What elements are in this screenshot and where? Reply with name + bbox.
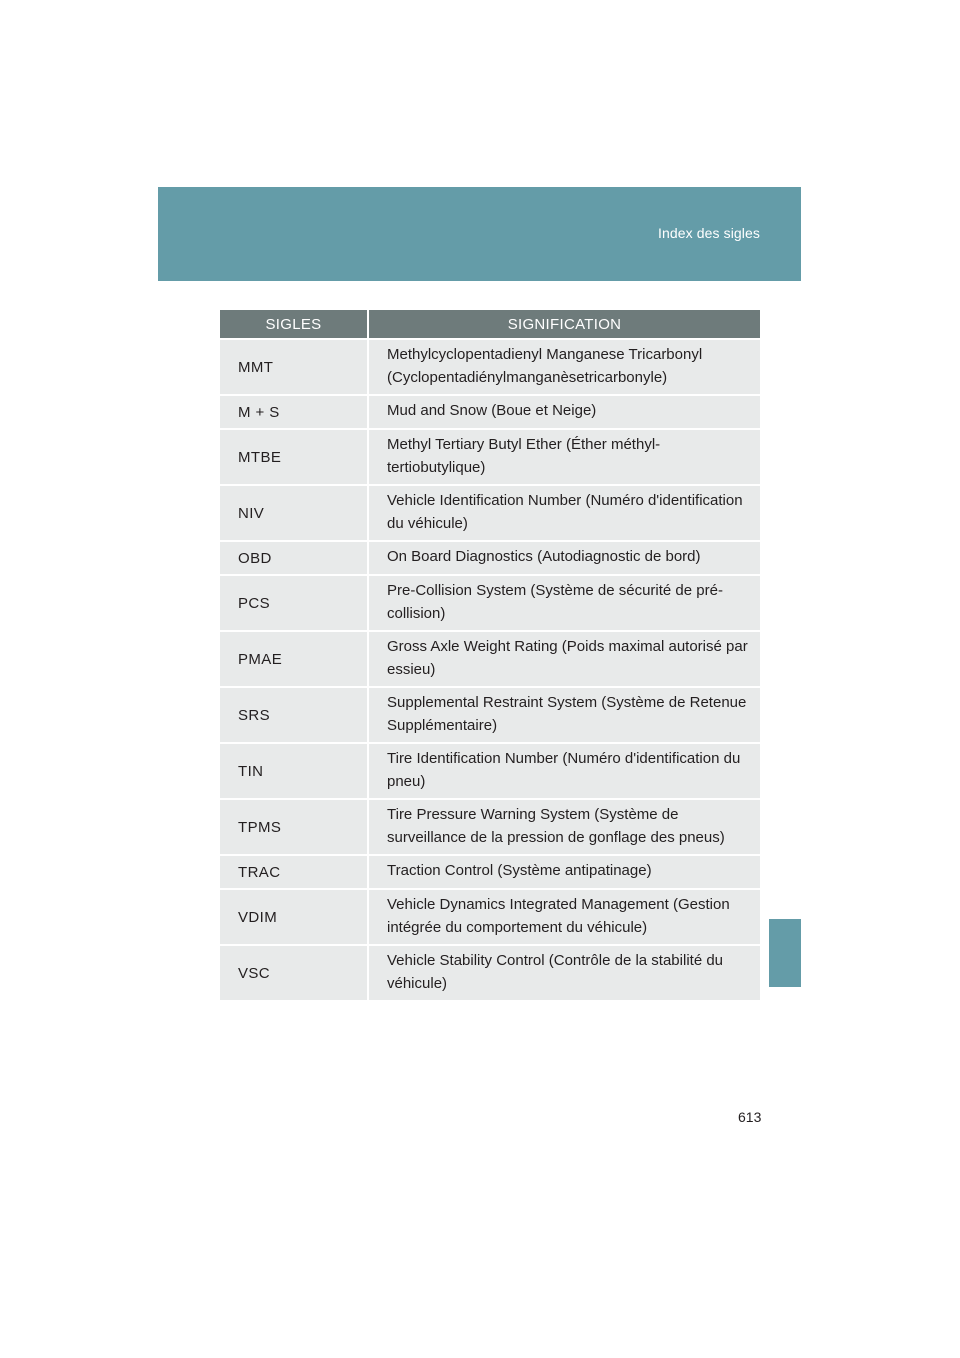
table-row: [220, 541, 760, 575]
meaning-cell: Vehicle Stability Control (Contrôle de la stabilité du véhicule): [368, 945, 760, 1000]
table-row: [220, 395, 760, 429]
header-band: [158, 187, 801, 281]
abbreviation-cell: SRS: [220, 687, 368, 743]
table-header-row: [220, 310, 760, 339]
abbreviation-cell: TRAC: [220, 855, 368, 889]
section-title: Index des sigles: [658, 225, 760, 241]
abbreviation-cell: MMT: [220, 339, 368, 395]
table-row: [220, 799, 760, 855]
page-number: 613: [738, 1109, 762, 1125]
chapter-side-tab: [769, 919, 801, 987]
abbreviation-cell: OBD: [220, 541, 368, 575]
table-row: [220, 339, 760, 395]
meaning-cell: Methylcyclopentadienyl Manganese Tricarbonyl (Cyclopentadiénylmanganèsetricarbonyle): [368, 339, 760, 395]
meaning-cell: Supplemental Restraint System (Système de Retenue Supplémentaire): [368, 687, 760, 743]
table-row: [220, 575, 760, 631]
meaning-cell: Pre-Collision System (Système de sécurité de pré-collision): [368, 575, 760, 631]
table-row: [220, 945, 760, 1000]
abbreviation-cell: TPMS: [220, 799, 368, 855]
column-header-signification: SIGNIFICATION: [368, 310, 760, 339]
table-row: [220, 855, 760, 889]
meaning-cell: Traction Control (Système antipatinage): [368, 855, 760, 889]
table-row: [220, 687, 760, 743]
table-row: [220, 743, 760, 799]
abbreviation-cell: VSC: [220, 945, 368, 1000]
abbreviation-cell: NIV: [220, 485, 368, 541]
abbreviation-cell: VDIM: [220, 889, 368, 945]
column-header-sigles: SIGLES: [220, 310, 368, 339]
abbreviation-cell: PCS: [220, 575, 368, 631]
table-row: [220, 631, 760, 687]
meaning-cell: Methyl Tertiary Butyl Ether (Éther méthyl-tertiobutylique): [368, 429, 760, 485]
meaning-cell: Tire Pressure Warning System (Système de surveillance de la pression de gonflage des pneus): [368, 799, 760, 855]
table-row: [220, 485, 760, 541]
abbreviation-table-container: [220, 310, 760, 1000]
meaning-cell: Gross Axle Weight Rating (Poids maximal autorisé par essieu): [368, 631, 760, 687]
meaning-cell: On Board Diagnostics (Autodiagnostic de bord): [368, 541, 760, 575]
meaning-cell: Vehicle Identification Number (Numéro d'identification du véhicule): [368, 485, 760, 541]
abbreviation-cell: MTBE: [220, 429, 368, 485]
meaning-cell: Tire Identification Number (Numéro d'identification du pneu): [368, 743, 760, 799]
abbreviation-cell: TIN: [220, 743, 368, 799]
table-row: [220, 889, 760, 945]
abbreviation-cell: M + S: [220, 395, 368, 429]
table-row: [220, 429, 760, 485]
abbreviation-cell: PMAE: [220, 631, 368, 687]
meaning-cell: Vehicle Dynamics Integrated Management (Gestion intégrée du comportement du véhicule): [368, 889, 760, 945]
abbreviation-table: [220, 310, 760, 1000]
meaning-cell: Mud and Snow (Boue et Neige): [368, 395, 760, 429]
